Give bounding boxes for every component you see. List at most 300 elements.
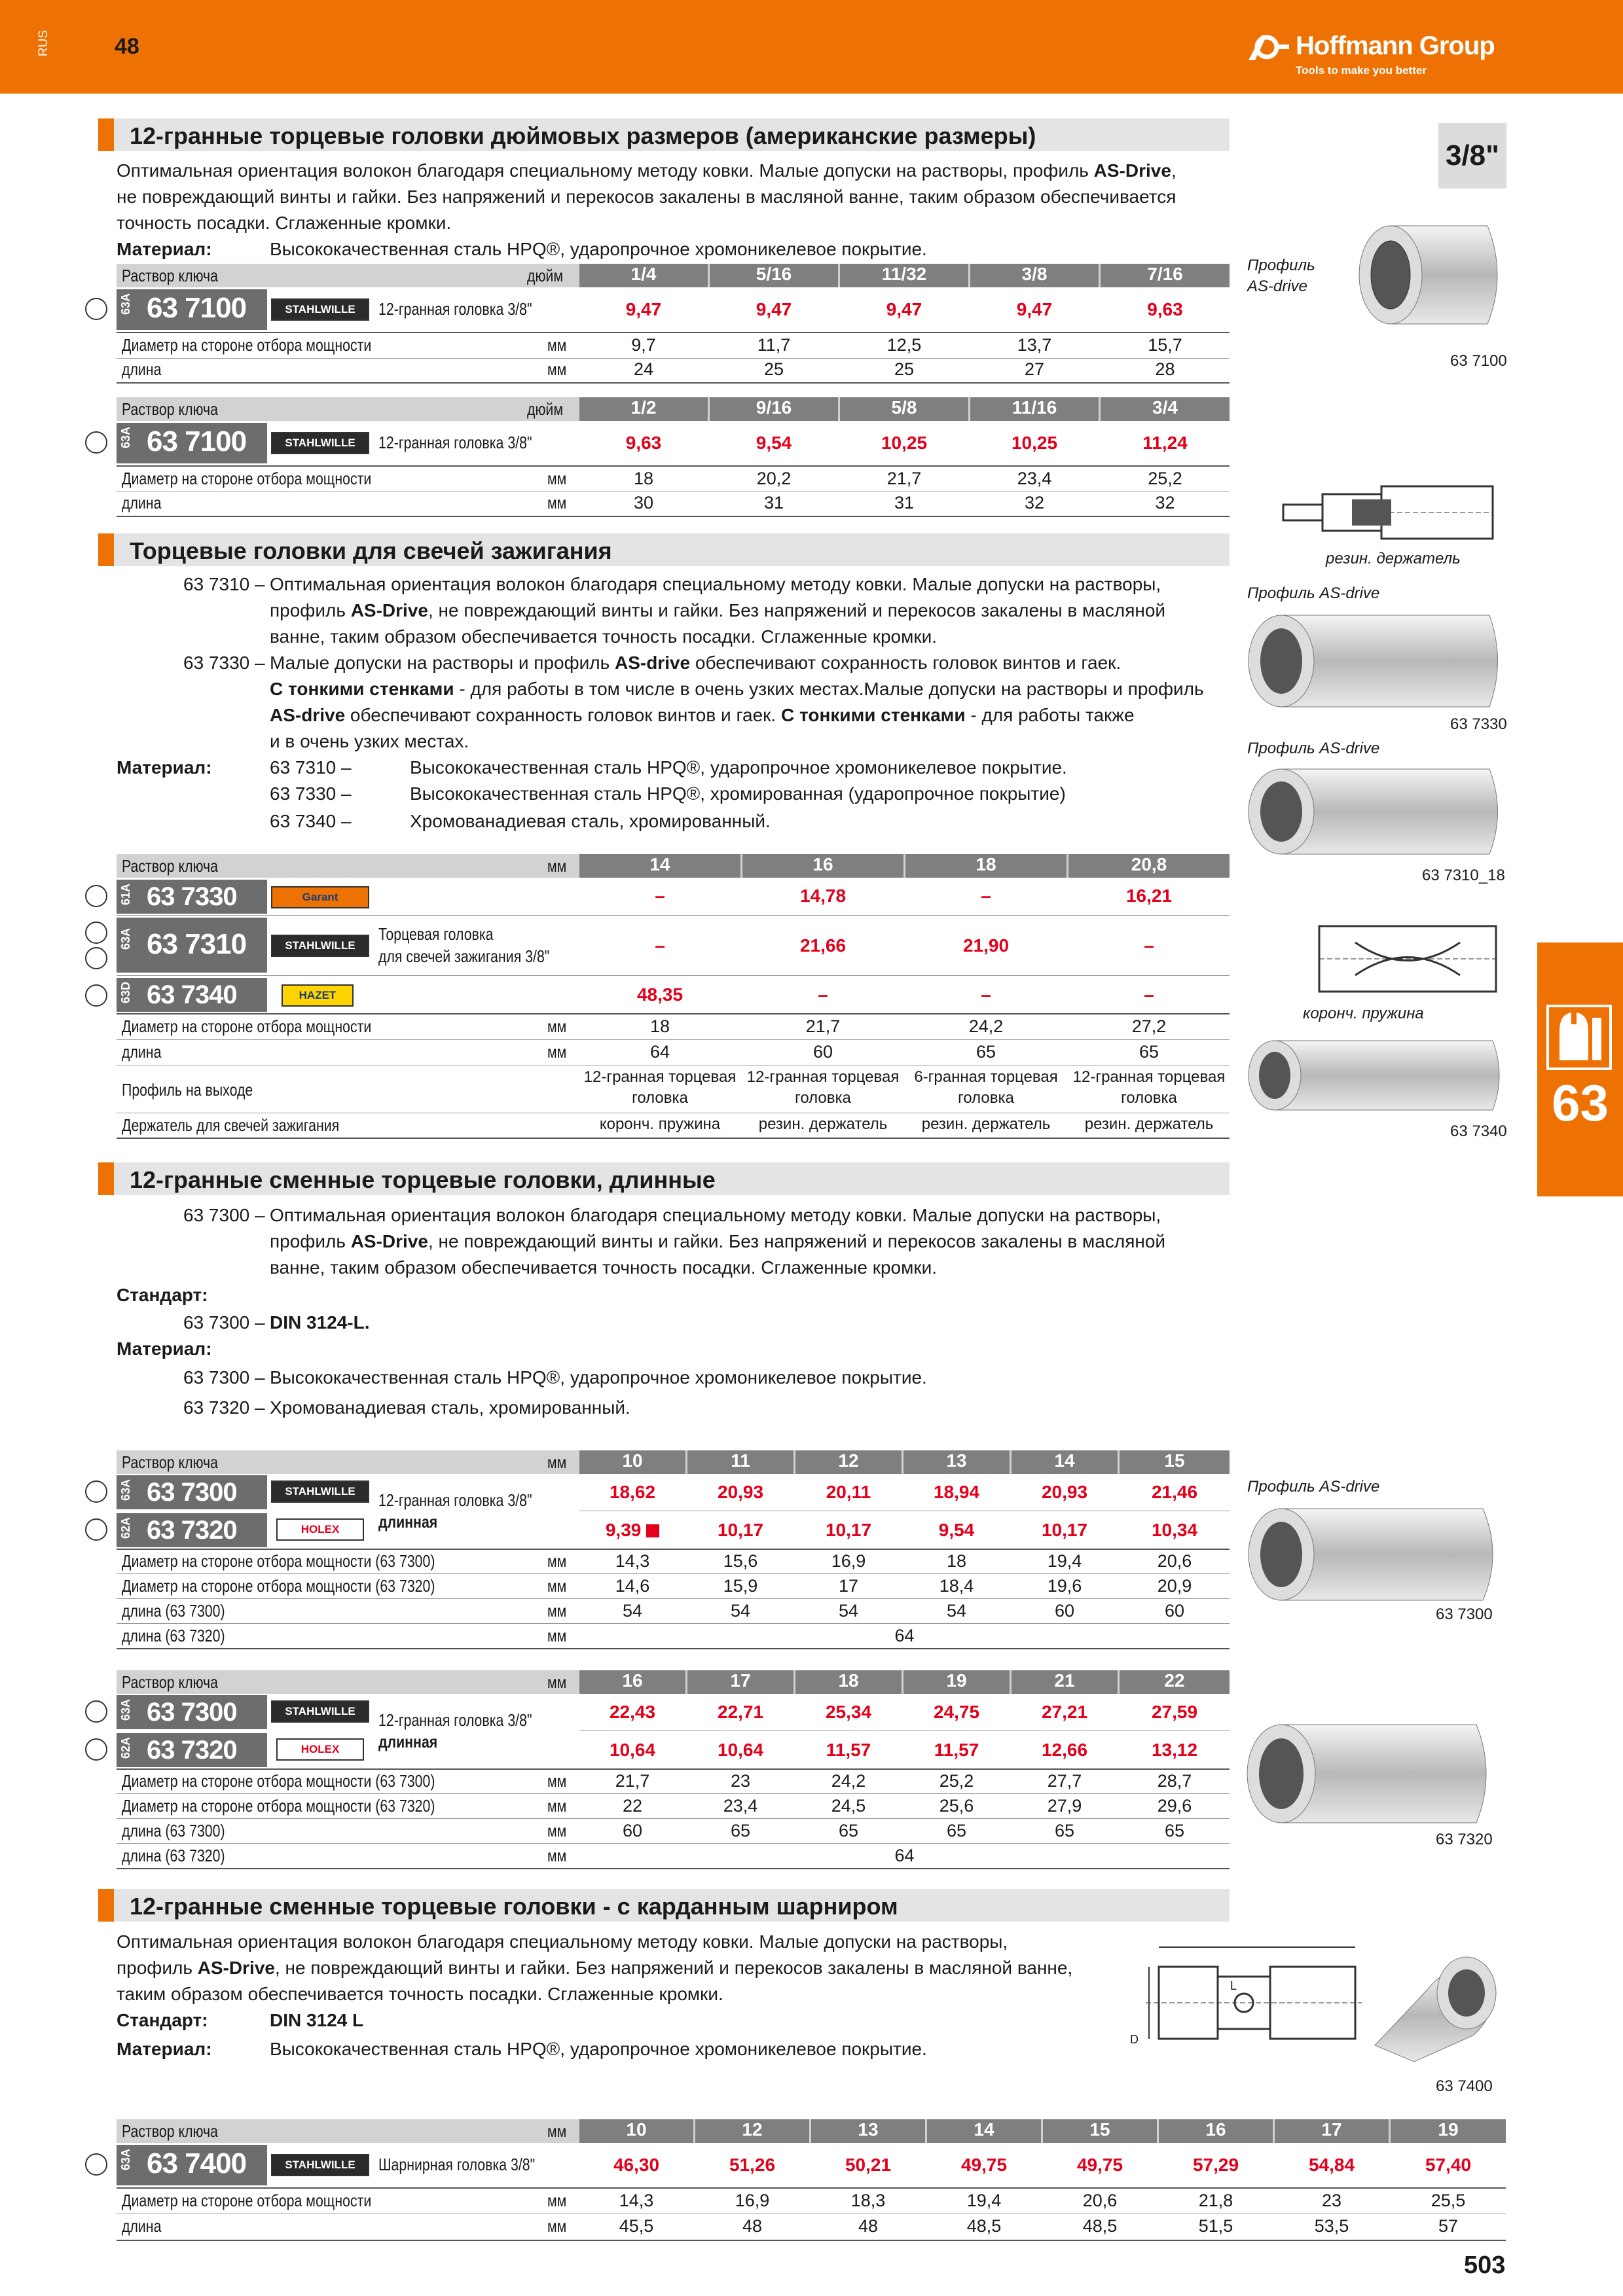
unit-label: дюйм — [527, 266, 564, 285]
cell: 60 — [622, 1821, 643, 1840]
product-name: 12-гранная головка 3/8" — [378, 1490, 532, 1510]
cell: 23 — [1321, 2191, 1342, 2210]
section-title-text: 12-гранные торцевые головки дюймовых размеров (американские размеры) — [130, 122, 1036, 149]
article-number: 62A 63 7320 — [117, 1513, 267, 1547]
cell: 54 — [946, 1601, 967, 1621]
size-header: 15 — [1120, 1450, 1230, 1474]
unit-label: мм — [547, 1601, 567, 1621]
desc-line: Малые допуски на растворы и профиль AS-drive обеспечивают сохранность головок винтов и гаек. — [270, 653, 1122, 673]
price: 57,40 — [1425, 2155, 1472, 2175]
unit-label: мм — [547, 1846, 567, 1865]
price: 18,62 — [609, 1482, 656, 1502]
desc-line: Оптимальная ориентация волокон благодаря специальному методу ковки. Малые допуски на растворы, — [270, 1205, 1161, 1225]
product-name: Шарнирная головка 3/8" — [378, 2155, 536, 2174]
desc-line: профиль AS-Drive, не повреждающий винты и гайки. Без напряжений и перекосов закалены в масляной ванне, — [117, 1958, 1073, 1978]
row-label: Диаметр на стороне отбора мощности (63 7320) — [122, 1576, 435, 1596]
image-caption: 63 7300 — [1436, 1605, 1493, 1623]
cell: 27 — [1024, 359, 1045, 379]
price: 9,54 — [938, 1520, 975, 1540]
cell: 27,2 — [1131, 1016, 1167, 1036]
brand-logo-stahlwille: STAHLWILLE — [271, 2154, 369, 2176]
cell: 17 — [838, 1576, 859, 1596]
product-name-2: длинная — [378, 1732, 438, 1751]
price: 50,21 — [845, 2155, 892, 2175]
article-number: 63A 63 7300 — [117, 1475, 267, 1509]
cell: 25,5 — [1431, 2191, 1466, 2210]
socket-image-637320 — [1241, 1715, 1503, 1833]
price: – — [655, 935, 665, 956]
profile-caption-2: AS-drive — [1247, 278, 1308, 295]
socket-image-637330 — [1241, 605, 1509, 717]
cell: коронч. пружина — [599, 1115, 721, 1133]
row-label: Диаметр на стороне отбора мощности (63 7300) — [122, 1771, 435, 1791]
cell: 19,4 — [966, 2191, 1002, 2210]
cell: 48,5 — [966, 2216, 1002, 2236]
socket-image-637300 — [1241, 1499, 1509, 1610]
cell: 18 — [946, 1551, 967, 1571]
cell: 31 — [763, 493, 784, 512]
socket-image-637310 — [1241, 759, 1509, 864]
size-header: 3/8 — [970, 264, 1099, 287]
s1-desc-line1: Оптимальная ориентация волокон благодаря специальному методу ковки. Малые допуски на растворы, профиль AS-Drive, — [117, 160, 1176, 181]
cell: 65 — [946, 1821, 967, 1840]
cell: 57 — [1438, 2216, 1459, 2236]
brand-logo-hazet: HAZET — [282, 984, 354, 1007]
price: 21,66 — [799, 935, 847, 956]
row-label: длина — [122, 493, 162, 512]
brand-logo-stahlwille: STAHLWILLE — [271, 1480, 369, 1503]
key-size-label: Раствор ключа — [122, 1452, 219, 1472]
price: – — [981, 886, 991, 906]
cell: 64 — [649, 1042, 670, 1062]
unit-label: мм — [547, 1626, 567, 1645]
desc-code: 63 7300 – — [183, 1205, 265, 1225]
unit-label: мм — [547, 1452, 567, 1472]
price: 11,57 — [826, 1740, 871, 1760]
size-header: 14 — [579, 854, 740, 878]
cell: головка — [1121, 1089, 1177, 1107]
page-number-top: 48 — [115, 34, 139, 59]
unit-label: мм — [547, 1016, 567, 1036]
material-code: 63 7310 – — [270, 757, 352, 778]
size-header: 14 — [1012, 1450, 1118, 1474]
s1-material: Высококачественная сталь HPQ®, ударопрочное хромоникелевое покрытие. — [270, 239, 927, 259]
chapter-number: 63 — [1552, 1074, 1609, 1132]
article-number: 63D 63 7340 — [117, 978, 267, 1012]
material-text: Высококачественная сталь HPQ®, ударопрочное хромоникелевое покрытие. — [270, 2039, 927, 2059]
select-checkbox[interactable] — [85, 1700, 107, 1723]
cell: 65 — [1054, 1821, 1075, 1840]
dimension-label-L: L — [1230, 1979, 1237, 1992]
cell: 14,6 — [615, 1576, 650, 1596]
cell: 20,6 — [1157, 1551, 1192, 1571]
desc-line: Оптимальная ориентация волокон благодаря специальному методу ковки. Малые допуски на растворы, — [117, 1931, 1008, 1952]
price: 14,78 — [799, 886, 847, 906]
cell: 27,9 — [1047, 1796, 1082, 1816]
key-size-label: Раствор ключа — [122, 856, 219, 876]
image-caption: 63 7310_18 — [1422, 867, 1505, 884]
cell: 11,7 — [757, 335, 791, 355]
cell: 31 — [894, 493, 915, 512]
price: 9,47 — [625, 299, 662, 319]
unit-label: мм — [547, 1821, 567, 1840]
cell: 54 — [622, 1601, 643, 1621]
desc-line: ванне, таким образом обеспечивается точность посадки. Сглаженные кромки. — [270, 626, 938, 647]
image-caption: резин. держатель — [1326, 550, 1461, 567]
row-label: Диаметр на стороне отбора мощности — [122, 469, 372, 488]
cell: резин. держатель — [1084, 1115, 1214, 1133]
select-checkbox[interactable] — [85, 2153, 107, 2176]
size-header: 18 — [905, 854, 1067, 878]
price: 20,93 — [1041, 1482, 1088, 1502]
row-label: Диаметр на стороне отбора мощности — [122, 1016, 372, 1036]
cell: 28,7 — [1157, 1771, 1192, 1791]
s1-material-label: Материал: — [117, 239, 212, 259]
row-label: Диаметр на стороне отбора мощности — [122, 335, 372, 355]
hoffmann-logo — [1247, 26, 1509, 79]
size-header: 9/16 — [710, 397, 838, 421]
cell: 18,4 — [939, 1576, 974, 1596]
cell: 65 — [976, 1042, 996, 1062]
cell: 23,4 — [1017, 469, 1052, 488]
cell: 12-гранная торцевая — [1072, 1068, 1226, 1086]
standard-label: Стандарт: — [117, 1285, 208, 1305]
size-header: 1/4 — [579, 264, 708, 287]
price: 48,35 — [636, 984, 684, 1005]
price: 22,43 — [609, 1702, 656, 1722]
article-number: 63A 63 7400 — [117, 2145, 267, 2185]
select-checkbox[interactable] — [85, 1518, 107, 1541]
material-text: Высококачественная сталь HPQ®, ударопрочное хромоникелевое покрытие. — [410, 757, 1067, 778]
cell: 23,4 — [723, 1796, 758, 1816]
article-number: 62A 63 7320 — [117, 1733, 267, 1767]
price: 10,25 — [1011, 433, 1058, 453]
material-code: 63 7330 – — [270, 783, 352, 804]
socket-image-637340 — [1241, 1033, 1509, 1118]
size-header: 1/2 — [579, 397, 708, 421]
unit-label: мм — [547, 2216, 567, 2236]
s1-desc-line2: не повреждающий винты и гайки. Без напряжений и перекосов закалены в масляной ванне, таким образом обеспечивается — [117, 187, 1176, 207]
select-checkbox[interactable] — [85, 984, 107, 1007]
price: 10,17 — [825, 1520, 872, 1540]
price: – — [1144, 984, 1154, 1005]
size-header: 5/8 — [840, 397, 968, 421]
desc-line: ванне, таким образом обеспечивается точность посадки. Сглаженные кромки. — [270, 1257, 938, 1278]
price: 27,21 — [1041, 1702, 1088, 1722]
image-caption: 63 7340 — [1450, 1122, 1507, 1140]
cell-merged: 64 — [894, 1626, 915, 1645]
brand-logo-holex: HOLEX — [276, 1518, 364, 1541]
cell: 25 — [894, 359, 915, 379]
brand-logo-stahlwille: STAHLWILLE — [271, 1700, 369, 1723]
price: 12,66 — [1041, 1740, 1088, 1760]
desc-code: 63 7330 – — [183, 653, 265, 673]
image-caption: коронч. пружина — [1303, 1005, 1424, 1022]
section-title-universal-joint — [98, 1889, 1230, 1922]
cell: 19,6 — [1047, 1576, 1082, 1596]
price: – — [1144, 935, 1154, 956]
row-label: длина (63 7320) — [122, 1846, 225, 1865]
cell: 48 — [742, 2216, 763, 2236]
image-caption: 63 7330 — [1450, 715, 1507, 733]
unit-label: мм — [547, 469, 567, 488]
cell: 54 — [838, 1601, 859, 1621]
price: 25,34 — [825, 1702, 872, 1722]
size-header: 11/32 — [840, 264, 968, 287]
section-title-spark-plug — [98, 533, 1230, 566]
size-header: 11/16 — [970, 397, 1099, 421]
row-label: длина (63 7300) — [122, 1821, 225, 1840]
select-checkbox[interactable] — [85, 431, 107, 454]
image-caption: 63 7100 — [1450, 352, 1507, 370]
size-header: 19 — [1391, 2119, 1506, 2143]
price: 9,47 — [886, 299, 922, 319]
size-header: 21 — [1012, 1670, 1118, 1694]
price: 20,93 — [717, 1482, 764, 1502]
size-header: 13 — [903, 1450, 1010, 1474]
section-title-long-sockets — [98, 1162, 1230, 1195]
cell: 65 — [838, 1821, 859, 1840]
standard-code: 63 7300 – — [183, 1312, 265, 1333]
cell: 20,6 — [1082, 2191, 1118, 2210]
tools-icon — [1546, 1005, 1612, 1070]
size-header: 17 — [1275, 2119, 1389, 2143]
size-header: 13 — [811, 2119, 925, 2143]
standard-value: DIN 3124 L — [270, 2010, 364, 2030]
material-code: 63 7300 – — [183, 1367, 265, 1388]
cell: 15,7 — [1148, 335, 1182, 355]
size-header: 16 — [742, 854, 903, 878]
profile-caption: Профиль AS-drive — [1247, 740, 1380, 757]
select-checkbox[interactable] — [85, 298, 107, 320]
cell: 14,3 — [615, 1551, 650, 1571]
size-header: 19 — [903, 1670, 1010, 1694]
language-code: RUS — [37, 30, 50, 57]
cell: 65 — [1164, 1821, 1185, 1840]
cell: 45,5 — [619, 2216, 654, 2236]
cell: головка — [632, 1089, 688, 1107]
row-label: Диаметр на стороне отбора мощности (63 7300) — [122, 1551, 435, 1571]
size-header: 12 — [795, 1450, 902, 1474]
select-checkbox[interactable] — [85, 1480, 107, 1503]
price: 9,54 — [756, 433, 792, 453]
cell: 19,4 — [1047, 1551, 1082, 1571]
price: 57,29 — [1192, 2155, 1239, 2175]
cell: 60 — [1164, 1601, 1185, 1621]
product-name: 12-гранная головка 3/8" — [378, 433, 532, 452]
size-badge: 3/8" — [1438, 123, 1506, 188]
material-code: 63 7340 – — [270, 811, 352, 831]
size-header: 14 — [927, 2119, 1041, 2143]
unit-label: мм — [547, 1672, 567, 1692]
cell: 25,2 — [1148, 469, 1182, 488]
article-number: 63A 63 7310 — [117, 918, 267, 973]
row-label: Диаметр на стороне отбора мощности (63 7320) — [122, 1796, 435, 1816]
price: 9,63 — [1147, 299, 1183, 319]
article-number: 63A 63 7100 — [117, 423, 267, 463]
cell: 12-гранная торцевая — [746, 1068, 900, 1086]
cell: 53,5 — [1314, 2216, 1349, 2236]
cell: 29,6 — [1157, 1796, 1192, 1816]
cell: 25 — [763, 359, 784, 379]
select-checkbox[interactable] — [85, 922, 107, 944]
unit-label: мм — [547, 2191, 567, 2210]
size-header: 5/16 — [710, 264, 838, 287]
row-label: длина — [122, 1042, 162, 1062]
chapter-tab[interactable] — [1537, 942, 1623, 1196]
unit-label: мм — [547, 856, 567, 876]
price: 9,47 — [1016, 299, 1053, 319]
row-label: Диаметр на стороне отбора мощности — [122, 2191, 372, 2210]
page-number-bottom: 503 — [1464, 2251, 1506, 2279]
product-name: 12-гранная головка 3/8" — [378, 299, 532, 319]
cell: 16,9 — [735, 2191, 770, 2210]
cell: 28 — [1155, 359, 1175, 379]
cell: 21,7 — [615, 1771, 650, 1791]
price: 10,17 — [717, 1520, 764, 1540]
unit-label: мм — [547, 2121, 567, 2141]
image-caption: 63 7400 — [1436, 2077, 1493, 2095]
cell: 21,8 — [1198, 2191, 1233, 2210]
material-label: Материал: — [117, 757, 212, 778]
material-text: Хромованадиевая сталь, хромированный. — [410, 811, 771, 831]
select-checkbox[interactable] — [85, 947, 107, 969]
unit-label: дюйм — [527, 399, 564, 419]
section-title-text: 12-гранные сменные торцевые головки, длинные — [130, 1166, 716, 1193]
price: 54,84 — [1308, 2155, 1355, 2175]
size-header: 22 — [1120, 1670, 1230, 1694]
select-checkbox[interactable] — [85, 885, 107, 907]
desc-line: С тонкими стенками - для работы в том числе в очень узких местах.Малые допуски на растворы и профиль — [270, 679, 1204, 699]
price: 10,17 — [1041, 1520, 1088, 1540]
cell: резин. держатель — [758, 1115, 888, 1133]
price: 49,75 — [1076, 2155, 1123, 2175]
brand-logo-stahlwille: STAHLWILLE — [271, 935, 369, 957]
s1-desc-line3: точность посадки. Сглаженные кромки. — [117, 213, 452, 233]
cell: 12-гранная торцевая — [583, 1068, 737, 1086]
cell: 30 — [633, 493, 654, 512]
price: 13,12 — [1151, 1740, 1198, 1760]
unit-label: мм — [547, 1796, 567, 1816]
size-header: 3/4 — [1101, 397, 1230, 421]
size-header: 16 — [579, 1670, 685, 1694]
cell-merged: 64 — [894, 1846, 915, 1865]
cell: головка — [958, 1089, 1014, 1107]
price: – — [818, 984, 828, 1005]
row-label: Профиль на выходе — [122, 1080, 253, 1100]
row-label: Держатель для свечей зажигания — [122, 1115, 340, 1135]
cell: 25,2 — [939, 1771, 974, 1791]
cell: 18 — [633, 469, 654, 488]
material-text: Хромованадиевая сталь, хромированный. — [270, 1397, 630, 1418]
price: 21,90 — [962, 935, 1010, 956]
cell: 9,7 — [631, 335, 656, 355]
desc-line: профиль AS-Drive, не повреждающий винты и гайки. Без напряжений и перекосов закалены в масляной — [270, 1231, 1166, 1251]
unit-label: мм — [547, 1771, 567, 1791]
article-number: 61A 63 7330 — [117, 880, 267, 914]
material-label: Материал: — [117, 2039, 212, 2059]
size-header: 11 — [687, 1450, 793, 1474]
size-header: 18 — [795, 1670, 902, 1694]
section-title-text: 12-гранные сменные торцевые головки - с карданным шарниром — [130, 1893, 898, 1920]
price: 51,26 — [729, 2155, 776, 2175]
cell: 24,5 — [831, 1796, 866, 1816]
price: 22,71 — [717, 1702, 764, 1722]
cell: 27,7 — [1047, 1771, 1082, 1791]
cell: 51,5 — [1198, 2216, 1233, 2236]
price: 49,75 — [960, 2155, 1008, 2175]
product-name: 12-гранная головка 3/8" — [378, 1710, 532, 1730]
cell: 6-гранная торцевая — [914, 1068, 1058, 1086]
price: 9,63 — [625, 433, 662, 453]
cell: 21,7 — [805, 1016, 841, 1036]
material-code: 63 7320 – — [183, 1397, 265, 1418]
image-caption: 63 7320 — [1436, 1831, 1493, 1848]
size-header: 17 — [687, 1670, 793, 1694]
cell: 48,5 — [1082, 2216, 1118, 2236]
price: 46,30 — [613, 2155, 660, 2175]
price-marker-icon — [646, 1524, 659, 1537]
cell: 20,2 — [756, 469, 792, 488]
cell: 18 — [649, 1016, 670, 1036]
desc-line: Оптимальная ориентация волокон благодаря специальному методу ковки. Малые допуски на растворы, — [270, 574, 1161, 594]
brand-logo-holex: HOLEX — [276, 1738, 364, 1761]
logo-name: Hoffmann Group — [1296, 31, 1495, 60]
key-size-label: Раствор ключа — [122, 1672, 219, 1692]
section-title-text: Торцевые головки для свечей зажигания — [130, 537, 612, 564]
cell: 18,3 — [850, 2191, 886, 2210]
unit-label: мм — [547, 1551, 567, 1571]
price: 10,64 — [717, 1740, 764, 1760]
desc-line: таким образом обеспечивается точность посадки. Сглаженные кромки. — [117, 1984, 723, 2004]
size-header: 20,8 — [1068, 854, 1230, 878]
select-checkbox[interactable] — [85, 1738, 107, 1761]
price: 11,57 — [934, 1740, 979, 1760]
cell: 15,9 — [723, 1576, 758, 1596]
hoffmann-logo-icon — [1247, 31, 1290, 62]
price: 24,75 — [933, 1702, 980, 1722]
section-title-inch-sockets — [98, 118, 1230, 151]
price: 21,46 — [1151, 1482, 1198, 1502]
cell: 13,7 — [1017, 335, 1052, 355]
unit-label: мм — [547, 493, 567, 512]
cell: 25,6 — [939, 1796, 974, 1816]
article-number: 63A 63 7100 — [117, 289, 267, 330]
price: 27,59 — [1151, 1702, 1198, 1722]
unit-label: мм — [547, 359, 567, 379]
logo-tagline: Tools to make you better — [1296, 64, 1427, 77]
brand-logo-stahlwille: STAHLWILLE — [271, 298, 369, 321]
key-size-label: Раствор ключа — [122, 2121, 219, 2141]
cell: 24,2 — [968, 1016, 1004, 1036]
profile-caption: Профиль — [1247, 257, 1315, 274]
desc-line: и в очень узких местах. — [270, 731, 469, 751]
cell: 65 — [1139, 1042, 1159, 1062]
row-label: длина — [122, 2216, 162, 2236]
article-number: 63A 63 7300 — [117, 1695, 267, 1729]
row-label: длина — [122, 359, 162, 379]
size-header: 15 — [1043, 2119, 1157, 2143]
cell: 60 — [1054, 1601, 1075, 1621]
cell: резин. держатель — [921, 1115, 1051, 1133]
cell: 32 — [1024, 493, 1045, 512]
cell: 48 — [858, 2216, 879, 2236]
price: 10,64 — [609, 1740, 656, 1760]
material-text: Высококачественная сталь HPQ®, хромированная (ударопрочное покрытие) — [410, 783, 1066, 804]
cell: 15,6 — [723, 1551, 758, 1571]
unit-label: мм — [547, 335, 567, 355]
price: 20,11 — [826, 1482, 871, 1502]
